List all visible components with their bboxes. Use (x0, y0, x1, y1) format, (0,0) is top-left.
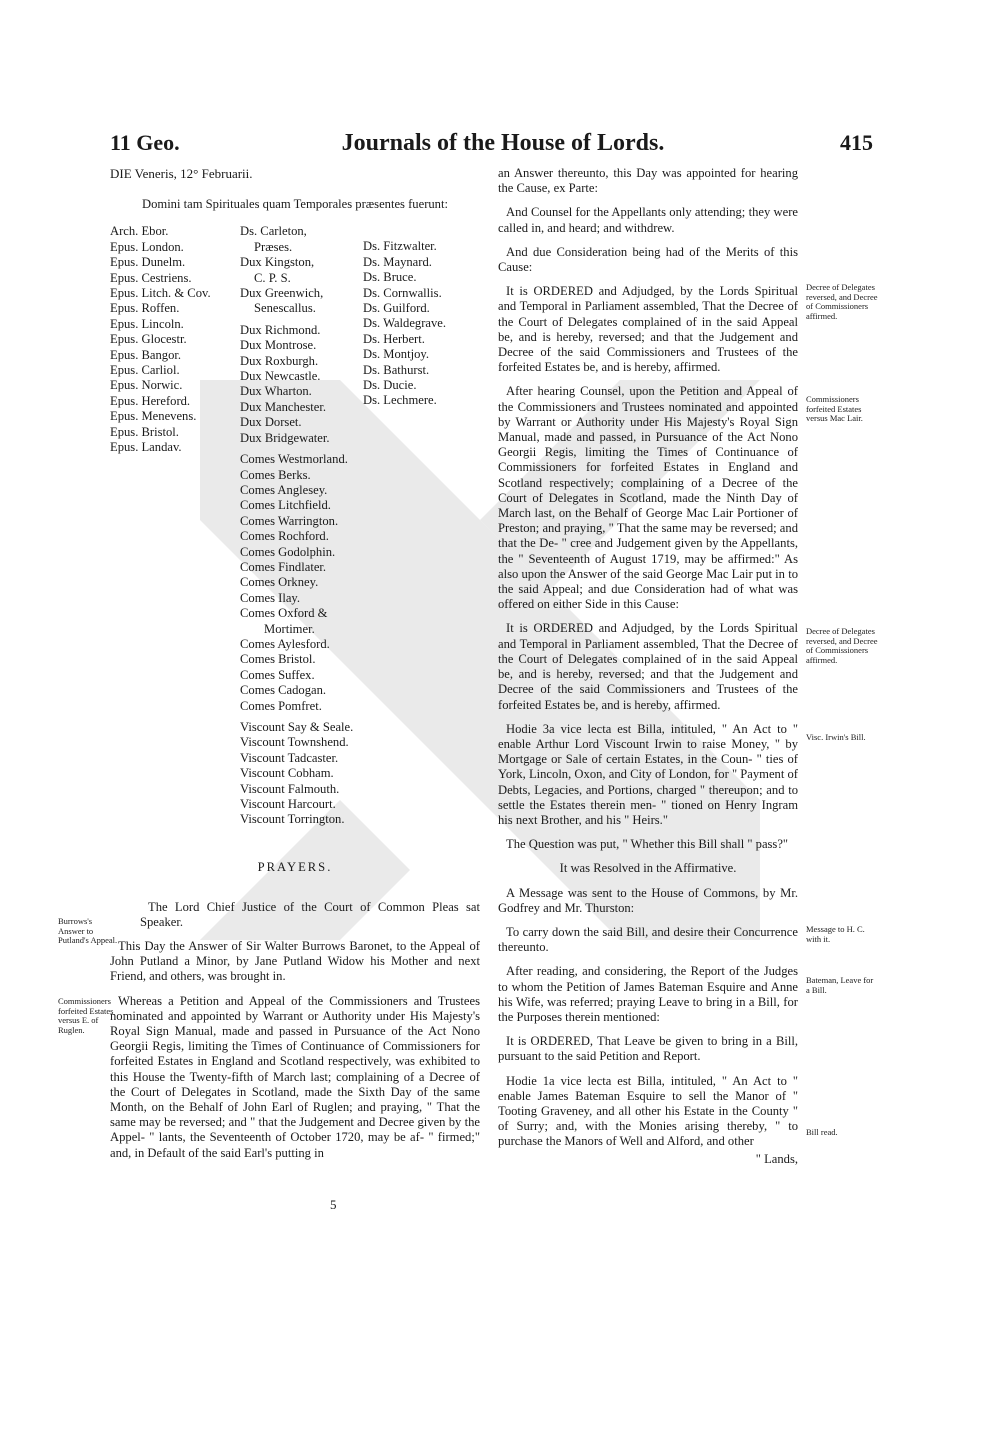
member-entry: Dux Montrose. (240, 338, 317, 353)
member-entry: Viscount Say & Seale. (240, 720, 354, 734)
member-entry: Ds. Maynard. (363, 254, 432, 269)
margin-note-decree-2: Decree of Delegates reversed, and Decree of Commissioners affirmed. (806, 626, 878, 665)
paragraph: To carry down the said Bill, and desire their Concurrence thereunto. (498, 924, 798, 955)
member-entry: Comes Berks. (240, 467, 311, 482)
paragraph: And Counsel for the Appellants only attending; they were called in, and heard; and withdrew. (498, 205, 798, 235)
member-entry: Dux Manchester. (240, 399, 327, 414)
catchword: " Lands, (755, 1151, 798, 1166)
margin-note-burrows: Burrows's Answer to Putland's Appeal. (58, 916, 118, 945)
member-entry: Comes Godolphin. (240, 544, 336, 559)
member-entry: Comes Oxford & (240, 606, 328, 621)
member-entry: Ds. Fitzwalter. (363, 239, 437, 254)
member-entry: Epus. Roffen. (110, 301, 180, 316)
margin-note-mac-lair: Commissioners forfeited Estates versus Mac Lair. (806, 394, 863, 423)
member-entry: Viscount Townshend. (240, 735, 349, 750)
paragraph: It was Resolved in the Affirmative. (559, 861, 737, 876)
member-entry: Viscount Falmouth. (240, 781, 340, 796)
member-entry: Epus. Cestriens. (110, 270, 192, 285)
member-entry: Epus. Litch. & Cov. (110, 286, 211, 301)
member-entry: Dux Newcastle. (240, 369, 321, 384)
member-entry: Ds. Lechmere. (363, 393, 437, 408)
margin-note-decree-1: Decree of Delegates reversed, and Decree of Commissioners affirmed. (806, 282, 878, 321)
paragraph: Hodie 1a vice lecta est Billa, intituled, " An Act to " enable James Bateman Esquire to sell the Manor of " Tooting Graveney, and all other his Estate in the County " of Surry; and, with the Monies arising thereby, " to purchase the Manors of Well and Alford, and other (498, 1073, 798, 1149)
member-entry: Ds. Cornwallis. (363, 285, 442, 300)
whereas-paragraph: Whereas a Petition and Appeal of the Commissioners and Trustees nominated and appointed by Warrant or Authority under His Majesty's Royal Sign Manual, made and passed in Pursuance of the Act Nono Georgii Regis, limiting the Times of Continuance of Commissioners for forfeited Estates in England and Scotland respectively, was exhibited to this House the Twenty-fifth of March last; complaining of a Decree of the Court of Delegates in Scotland, made the Sixth Day of the same Month, on the Behalf of John Earl of Ruglen; and praying, " That the same may be reversed; and " that the Judgement and Decree given by the Appel- " lants, the Seventeenth of October 1720, may be af- " firmed;" and, in Default of the said Earl's putting in (110, 993, 480, 1160)
member-entry: Epus. Glocestr. (110, 332, 187, 347)
member-entry: Comes Aylesford. (240, 636, 330, 651)
member-entry: Epus. Menevens. (110, 409, 197, 424)
speaker-note: The Lord Chief Justice of the Court of Common Pleas sat Speaker. (140, 899, 480, 929)
paragraph: After hearing Counsel, upon the Petition and Appeal of the Commissioners and Trustees nominated and appointed by Warrant or Authority under His Majesty's Royal Sign Manual, made and passed, in Pursuance of the Act Nono Georgii Regis, limiting the Times of Continuance of Commissioners for forfeited Estates in England and Scotland respectively; complaining of a Decree of the Court of Delegates in Scotland, made the Ninth Day of March last, on the Behalf of George Mac Lair Portioner of Preston; and praying, " That the same may be reversed; and that the De- " cree and Judgement given by the Appellants, the " Seventeenth of August 1719, may be affirmed:" As also upon the Answer of the said George Mac Lair put in to the said Appeal; and due Consideration had of what was offered on either Side in this Cause: (498, 384, 798, 612)
member-entry: Comes Findlater. (240, 559, 327, 574)
member-entry: Dux Greenwich, (240, 286, 324, 301)
margin-note-bill-read: Bill read. (806, 1127, 838, 1137)
member-entry: Dux Roxburgh. (240, 353, 319, 368)
member-entry: Comes Orkney. (240, 575, 319, 590)
member-entry: Viscount Harcourt. (240, 797, 336, 812)
member-entry: Viscount Torrington. (240, 812, 345, 827)
member-entry: Comes Warrington. (240, 513, 339, 528)
right-column (498, 166, 798, 1176)
member-entry: C. P. S. (254, 270, 291, 285)
member-entry: Ds. Herbert. (363, 331, 425, 346)
member-entry: Ds. Guilford. (363, 301, 430, 316)
member-entry: Epus. Bristol. (110, 424, 179, 439)
member-entry: Senescallus. (254, 301, 316, 316)
paragraph: It is ORDERED, That Leave be given to bring in a Bill, pursuant to the said Petition and Report. (498, 1034, 798, 1064)
paragraph: A Message was sent to the House of Commons, by Mr. Godfrey and Mr. Thurston: (498, 885, 798, 915)
member-entry: Ds. Carleton, (240, 224, 307, 239)
members-column-barons (363, 224, 478, 408)
members-list (110, 224, 480, 827)
member-entry: Comes Bristol. (240, 652, 316, 667)
member-entry: Epus. Hereford. (110, 393, 191, 408)
paragraph: And due Consideration being had of the Merits of this Cause: (498, 244, 798, 275)
paragraph: It is ORDERED and Adjudged, by the Lords Spiritual and Temporal in Parliament assembled, That the Decree of the Court of Delegates complained of in the said Appeal be, and is hereby, reversed; and that the Judgement and Decree of the said Commissioners and Trustees of the forfeited Estates be, and is hereby, affirmed. (498, 621, 798, 712)
member-entry: Comes Cadogan. (240, 683, 327, 698)
member-entry: Epus. Bangor. (110, 347, 182, 362)
paragraph: an Answer thereunto, this Day was appointed for hearing the Cause, ex Parte: (498, 166, 798, 196)
member-entry: Ds. Montjoy. (363, 347, 430, 362)
prayers-heading: PRAYERS. (257, 860, 333, 875)
member-entry: Epus. Landav. (110, 440, 182, 455)
member-entry: Comes Ilay. (240, 590, 301, 605)
member-entry: Ds. Bruce. (363, 270, 417, 285)
sitting-date: DIE Veneris, 12° Februarii. (110, 166, 253, 181)
present-lords-heading: Domini tam Spirituales quam Temporales præsentes fuerunt: (142, 197, 448, 212)
member-entry: Epus. Lincoln. (110, 316, 184, 331)
page-number: 415 (840, 130, 873, 155)
member-entry: Viscount Cobham. (240, 766, 334, 781)
margin-note-commissioners-ruglen: Commissioners forfeited Estates versus E. of Ruglen. (58, 996, 114, 1035)
member-entry: Arch. Ebor. (110, 224, 169, 239)
member-entry: Dux Dorset. (240, 415, 302, 430)
paragraph: The Question was put, " Whether this Bill shall " pass?" (506, 837, 789, 852)
member-entry: Epus. Carliol. (110, 363, 180, 378)
paragraph: After reading, and considering, the Report of the Judges to whom the Petition of James Bateman Esquire and Anne his Wife, was referred; praying Leave to bring in a Bill, for the Purposes therein mentioned: (498, 964, 798, 1024)
margin-note-bateman: Bateman, Leave for a Bill. (806, 975, 874, 995)
member-entry: Comes Suffex. (240, 667, 315, 682)
member-entry: Dux Bridgewater. (240, 430, 330, 445)
members-column-bishops (110, 224, 235, 455)
member-entry: Comes Pomfret. (240, 698, 322, 713)
member-entry: Ds. Bathurst. (363, 362, 430, 377)
margin-note-irwin-bill: Visc. Irwin's Bill. (806, 732, 866, 742)
member-entry: Comes Westmorland. (240, 452, 348, 467)
paragraph: It is ORDERED and Adjudged, by the Lords Spiritual and Temporal in Parliament assembled, That the Decree of the Court of Delegates complained of in the said Appeal be, and is hereby, reversed; and that the Judgement and Decree of the said Commissioners and Trustees of the forfeited Estates be, and is hereby, affirmed. (498, 284, 798, 375)
left-column (110, 166, 480, 1170)
paragraph: Hodie 3a vice lecta est Billa, intituled, " An Act to " enable Arthur Lord Viscount Irwin to raise Money, " by Mortgage or Sale of certain Estates, in the Coun- " ties of York, Lincoln, Oxon, and City of London, for " Payment of Debts, Legacies, and Portions, charged " thereupon; and to settle the Estates therein men- " tioned on Henry Ingram his next Brother, and his " Heirs." (498, 721, 798, 827)
burrows-answer-paragraph: This Day the Answer of Sir Walter Burrows Baronet, to the Appeal of John Putland a Minor, by Jane Putland Widow his Mother and next Friend, and others, was brought in. (110, 939, 480, 984)
member-entry: Comes Anglesey. (240, 482, 328, 497)
signature-mark: 5 (330, 1197, 337, 1212)
running-head-regnal-year: 11 Geo. (110, 130, 180, 155)
member-entry: Epus. Dunelm. (110, 255, 186, 270)
running-head-title: Journals of the House of Lords. (341, 130, 665, 156)
member-entry: Dux Kingston, (240, 255, 315, 270)
member-entry: Epus. London. (110, 239, 184, 254)
member-entry: Ds. Waldegrave. (363, 316, 447, 331)
member-entry: Comes Litchfield. (240, 498, 331, 513)
member-entry: Præses. (254, 239, 293, 254)
member-entry: Ds. Ducie. (363, 378, 417, 393)
margin-note-message: Message to H. C. with it. (806, 924, 865, 944)
member-entry: Viscount Tadcaster. (240, 750, 339, 765)
member-entry: Epus. Norwic. (110, 378, 183, 393)
member-entry: Dux Wharton. (240, 384, 312, 399)
member-entry: Mortimer. (264, 621, 315, 636)
member-entry: Dux Richmond. (240, 322, 321, 337)
members-column-temporal (240, 224, 360, 827)
member-entry: Comes Rochford. (240, 529, 329, 544)
